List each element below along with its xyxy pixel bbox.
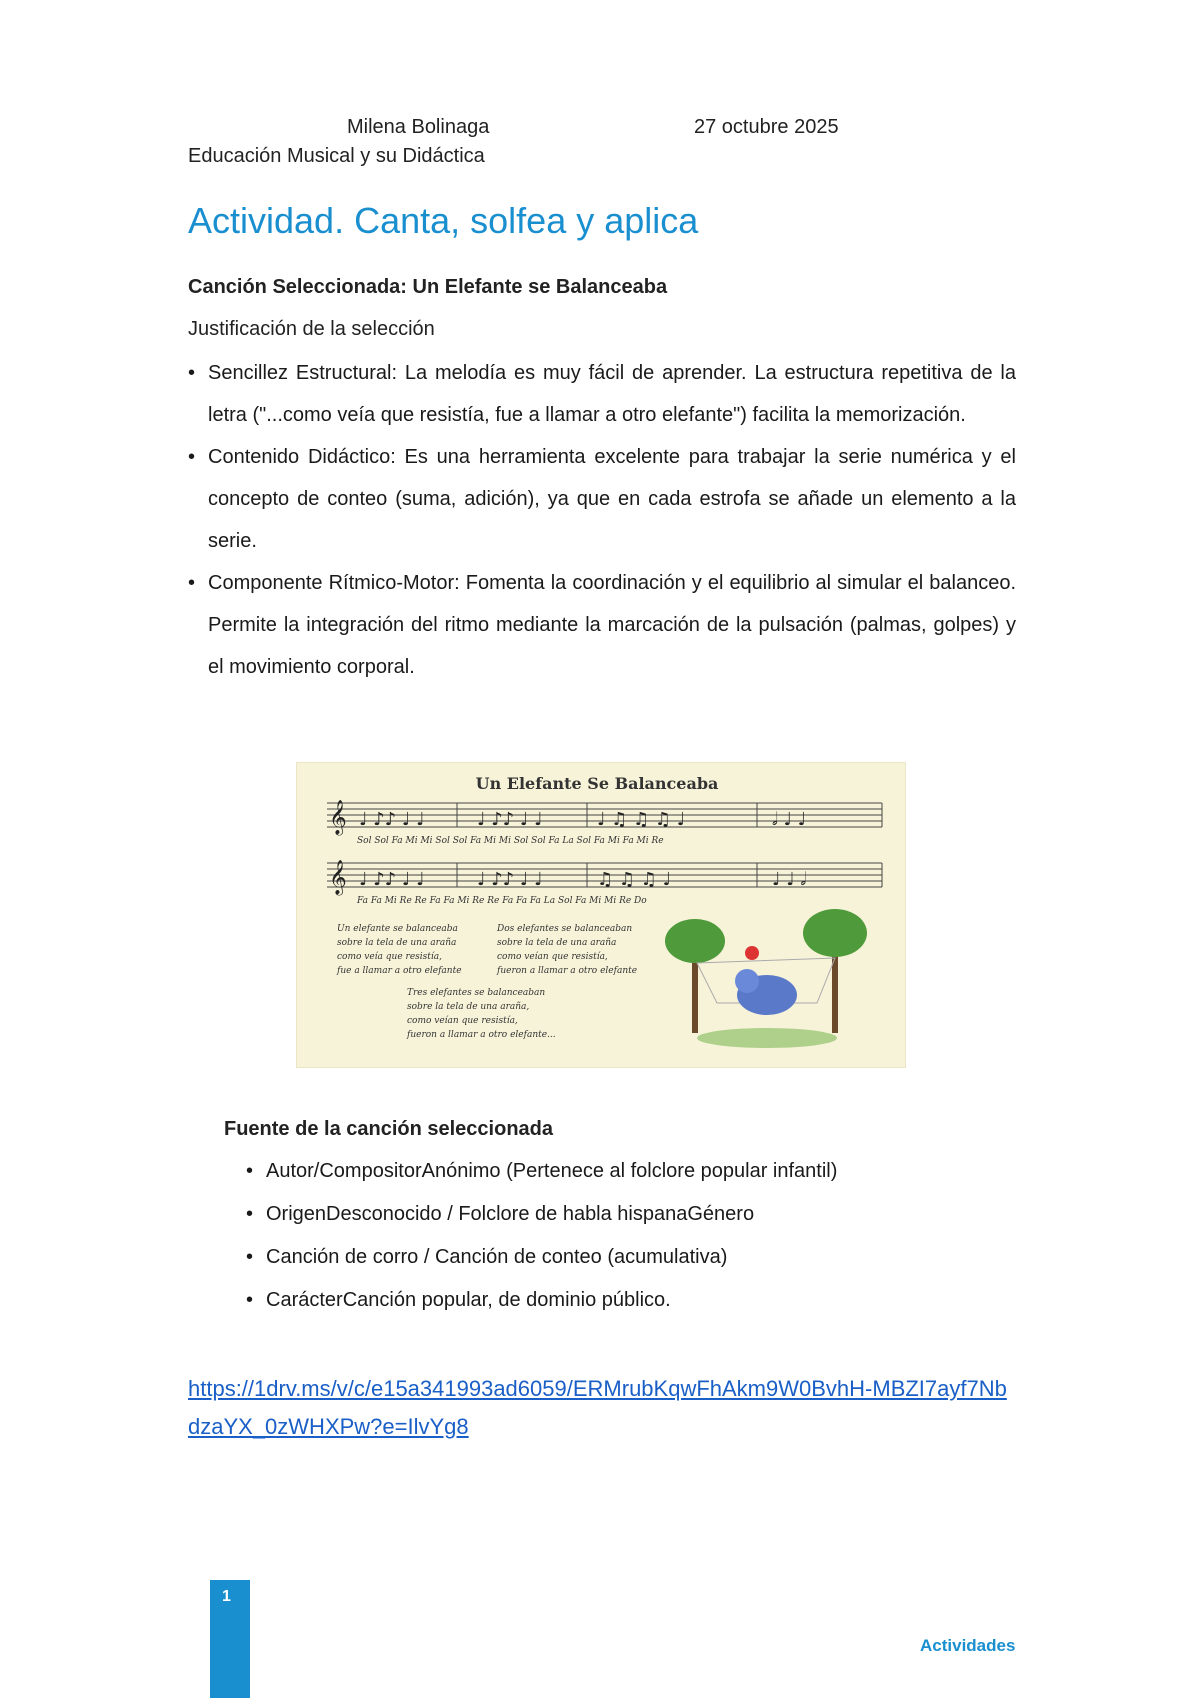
justification-heading: Justificación de la selección	[188, 318, 435, 340]
svg-text:Un elefante se balanceaba: Un elefante se balanceaba	[337, 924, 458, 934]
list-item: • Canción de corro / Canción de conteo (acumulativa)	[240, 1236, 1040, 1279]
svg-text:𝅗𝅥 ♩ ♩: 𝅗𝅥 ♩ ♩	[772, 809, 807, 830]
svg-text:fueron a llamar a otro elefant: fueron a llamar a otro elefante...	[407, 1030, 556, 1040]
sheet-music-image	[296, 762, 906, 1068]
svg-text:♩ ♪♪ ♩ ♩: ♩ ♪♪ ♩ ♩	[359, 809, 425, 830]
justification-list	[180, 352, 1016, 688]
svg-text:♫ ♫ ♫ ♩: ♫ ♫ ♫ ♩	[597, 869, 672, 890]
svg-text:♩ ♫ ♫ ♫ ♩: ♩ ♫ ♫ ♫ ♩	[597, 809, 686, 830]
list-item: • Autor/CompositorAnónimo (Pertenece al folclore popular infantil)	[240, 1150, 1040, 1193]
author-name: Milena Bolinaga	[347, 116, 490, 138]
svg-text:𝄞: 𝄞	[329, 800, 347, 835]
svg-text:Fa Fa Mi Re Re Fa Fa Mi Re Re: Fa Fa Mi Re Re Fa Fa Mi Re Re Fa Fa Fa La Sol Fa Mi Mi Re Do	[357, 896, 647, 906]
list-item: • Contenido Didáctico: Es una herramienta excelente para trabajar la serie numérica y el concepto de conteo (suma, adición), ya que en cada estrofa se añade un elemento a la serie.	[180, 436, 1016, 562]
svg-text:♩ ♩ 𝅗𝅥: ♩ ♩ 𝅗𝅥	[772, 869, 807, 890]
svg-text:♩ ♪♪ ♩ ♩: ♩ ♪♪ ♩ ♩	[359, 869, 425, 890]
svg-text:fueron a llamar a otro elefant: fueron a llamar a otro elefante	[497, 966, 638, 976]
list-item: • OrigenDesconocido / Folclore de habla hispanaGénero	[240, 1193, 1040, 1236]
svg-text:Dos elefantes se balanceaban: Dos elefantes se balanceaban	[497, 924, 633, 934]
source-list	[240, 1150, 1040, 1322]
svg-text:como veían que resistía,: como veían que resistía,	[497, 952, 608, 962]
page-title: Actividad. Canta, solfea y aplica	[188, 200, 699, 241]
song-heading: Canción Seleccionada: Un Elefante se Balanceaba	[188, 276, 668, 298]
page-number: 1	[222, 1588, 231, 1605]
svg-text:como veían que resistía,: como veían que resistía,	[407, 1016, 518, 1026]
svg-text:♩ ♪♪ ♩ ♩: ♩ ♪♪ ♩ ♩	[477, 809, 543, 830]
list-item: • CarácterCanción popular, de dominio público.	[240, 1279, 1040, 1322]
video-link[interactable]: https://1drv.ms/v/c/e15a341993ad6059/ERMrubKqwFhAkm9W0BvhH-MBZI7ayf7NbdzaYX_0zWHXPw?e=IlvYg8	[188, 1376, 1007, 1439]
svg-text:sobre la tela de una araña: sobre la tela de una araña	[497, 938, 617, 948]
list-item: • Componente Rítmico-Motor: Fomenta la coordinación y el equilibrio al simular el balanceo. Permite la integración del ritmo mediante la marcación de la pulsación (palmas, golpes) y el movimiento corporal.	[180, 562, 1016, 688]
svg-text:Tres elefantes se balanceaban: Tres elefantes se balanceaban	[407, 988, 546, 998]
document-date: 27 octubre 2025	[694, 116, 839, 138]
svg-text:Sol Sol Fa Mi Mi Sol Sol Fa M: Sol Sol Fa Mi Mi Sol Sol Fa Mi Mi Sol Sol Fa La Sol Fa Mi Fa Mi Re	[357, 836, 664, 846]
elephant-illustration	[665, 909, 867, 1048]
figure-title: Un Elefante Se Balanceaba	[475, 774, 719, 793]
sheet-music-illustration	[297, 763, 905, 1067]
list-item: • Sencillez Estructural: La melodía es muy fácil de aprender. La estructura repetitiva de la letra ("...como veía que resistía, fue a llamar a otro elefante") facilita la memorización.	[180, 352, 1016, 436]
svg-text:𝄞: 𝄞	[329, 860, 347, 895]
svg-text:♩ ♪♪ ♩ ♩: ♩ ♪♪ ♩ ♩	[477, 869, 543, 890]
footer-label: Actividades	[920, 1636, 1016, 1655]
svg-text:sobre la tela de una araña: sobre la tela de una araña	[337, 938, 457, 948]
svg-text:fue a llamar a otro elefante: fue a llamar a otro elefante	[337, 966, 462, 976]
svg-text:sobre la tela de una araña,: sobre la tela de una araña,	[407, 1002, 530, 1012]
svg-text:como veía que resistía,: como veía que resistía,	[337, 952, 442, 962]
course-name: Educación Musical y su Didáctica	[188, 145, 485, 167]
source-heading: Fuente de la canción seleccionada	[224, 1118, 554, 1140]
